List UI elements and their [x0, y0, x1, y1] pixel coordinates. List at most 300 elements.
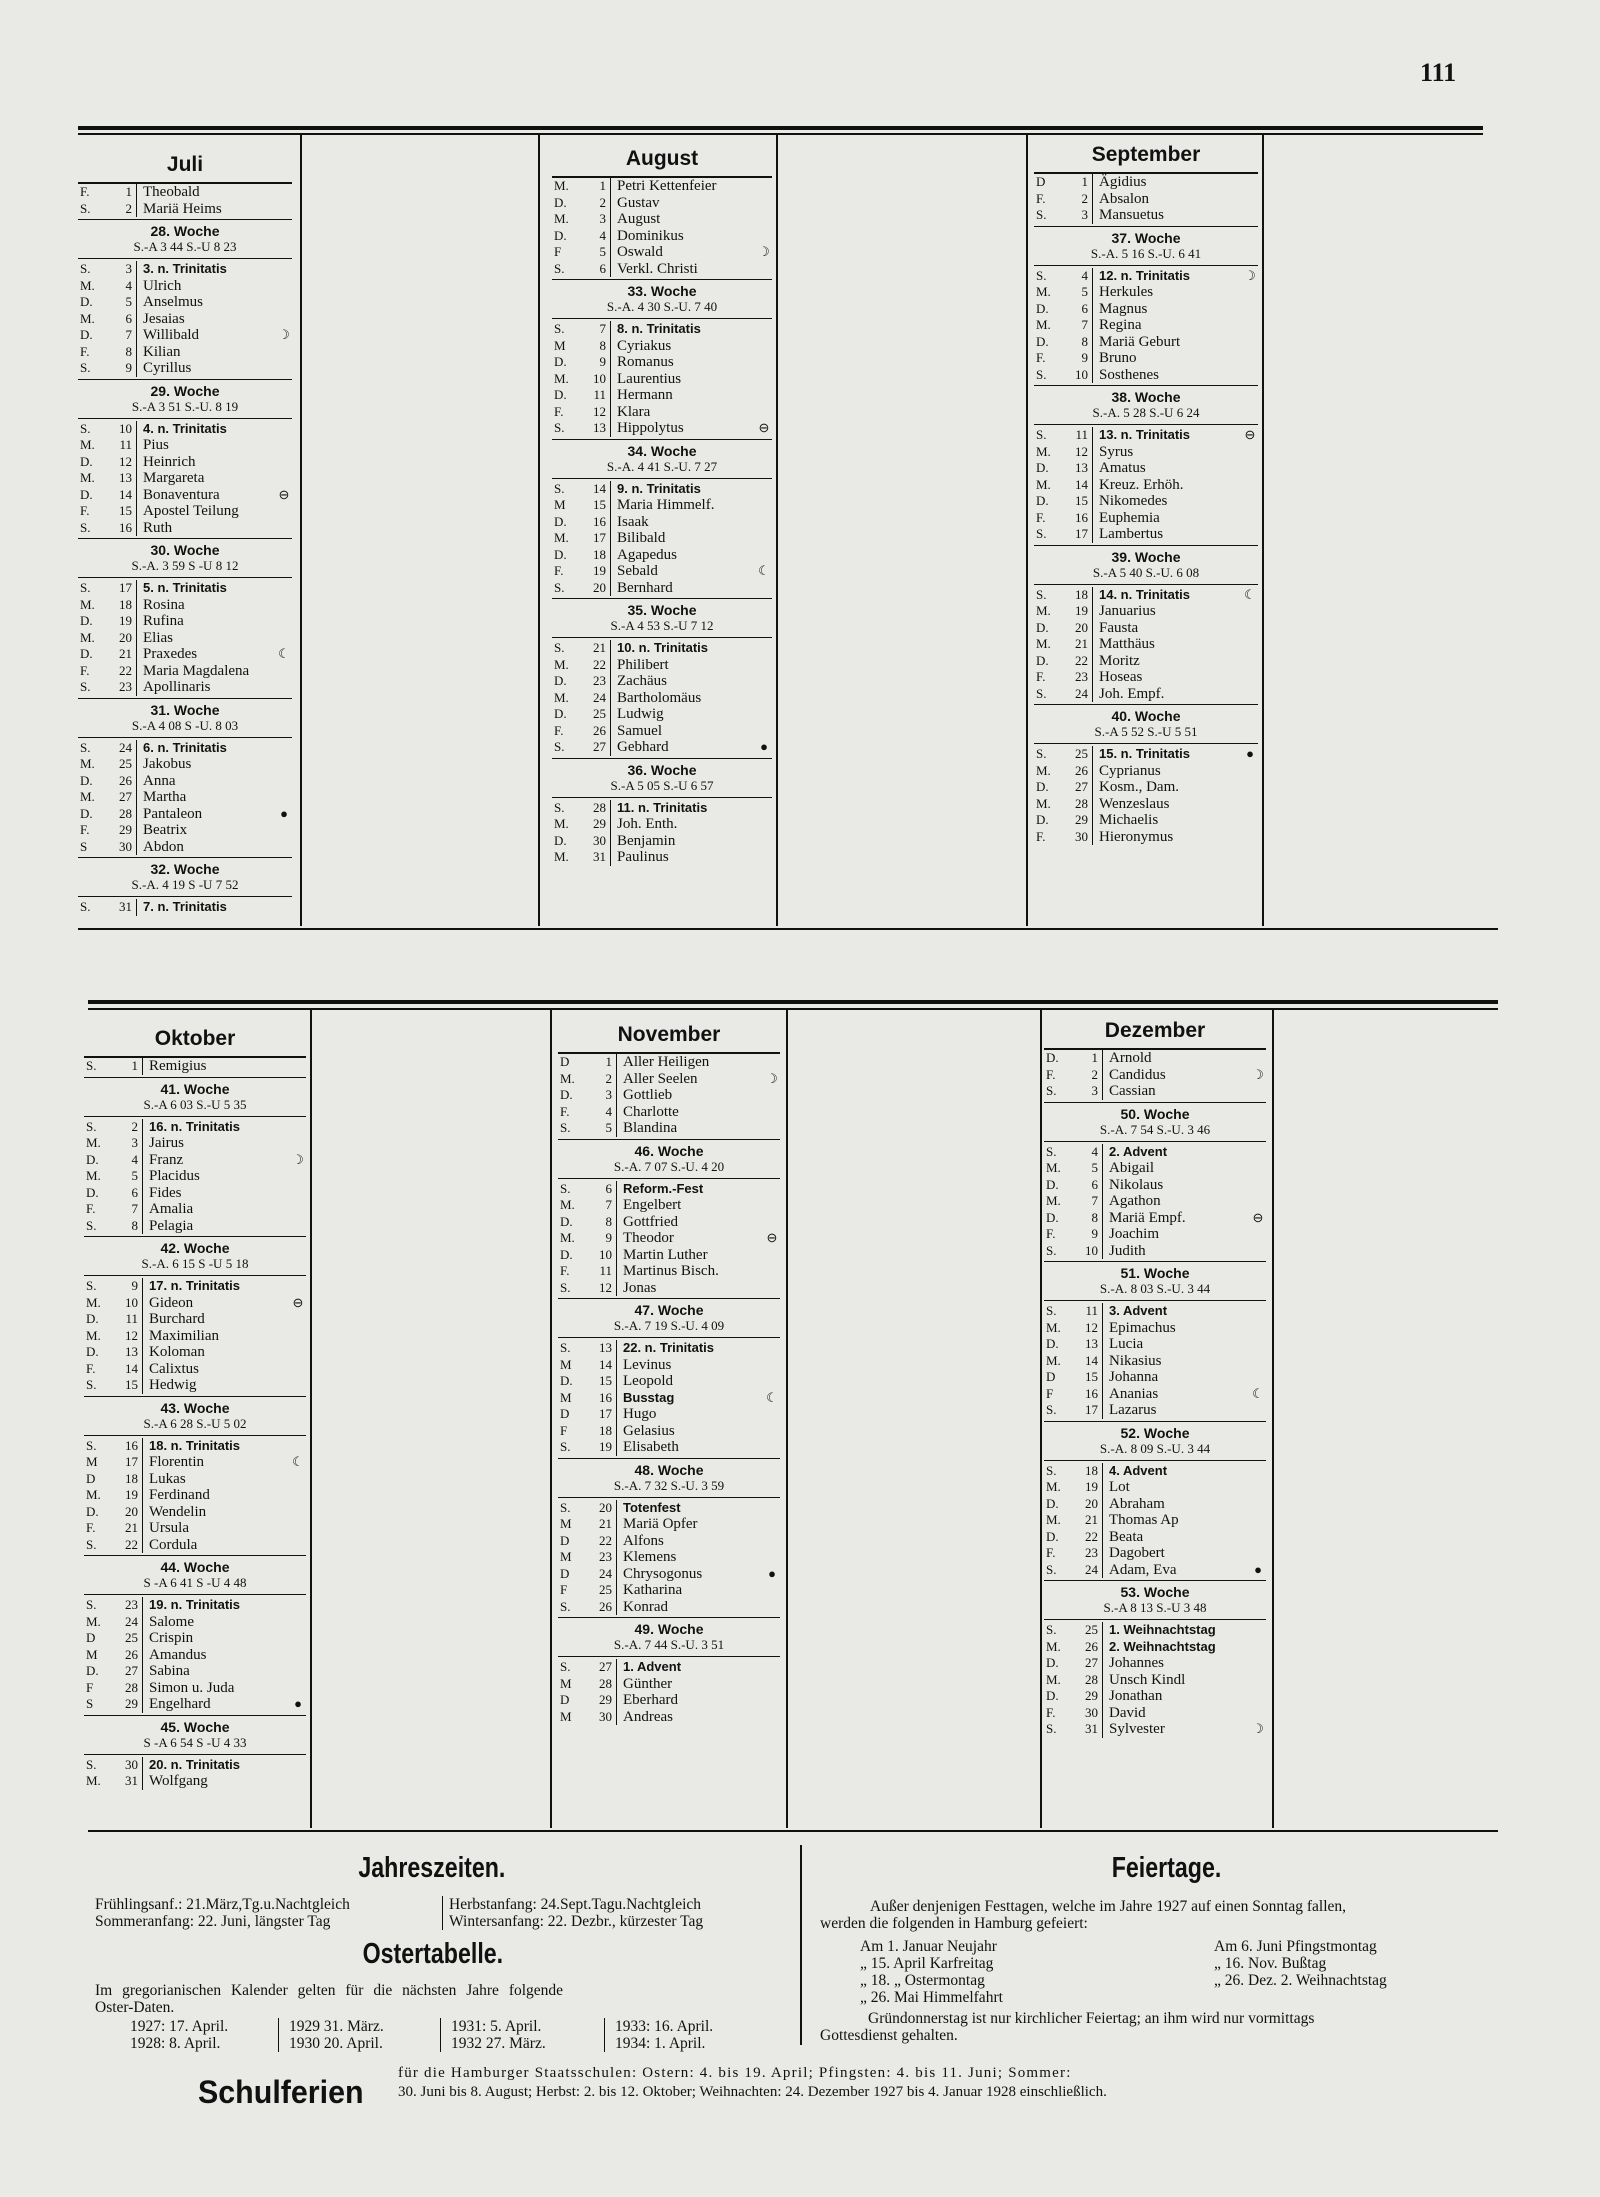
name-day: Wolfgang [149, 1773, 208, 1789]
name-day: Elisabeth [623, 1439, 679, 1455]
sunrise-sunset: S.-A 3 51 S.-U. 8 19 [131, 398, 239, 414]
day-row [552, 420, 772, 437]
day-row [1034, 367, 1258, 384]
month-title: November [558, 1018, 780, 1054]
weekday-abbr: F. [1046, 1066, 1056, 1082]
name-day: Nikomedes [1099, 493, 1168, 509]
name-day: Gottfried [623, 1213, 678, 1230]
weekday-abbr: M. [80, 789, 95, 804]
schulferien-title: Schulferien [198, 2074, 364, 2110]
sunrise-sunset: S.-A. 7 07 S.-U. 4 20 [613, 1158, 725, 1174]
moon-phase-icon: ☽ [278, 327, 290, 342]
middle-rule-2-thin [88, 1008, 1498, 1010]
name-day: Gebhard [617, 739, 669, 755]
sunrise-sunset: S.-A. 5 16 S.-U. 6 41 [1090, 245, 1202, 261]
week-block [1034, 545, 1258, 585]
day-number: 28 [1078, 1672, 1103, 1689]
name-day: 9. n. Trinitatis [617, 480, 701, 496]
moon-phase-icon: ☽ [766, 1070, 778, 1086]
name-day: Anna [143, 772, 176, 789]
weekday-abbr: M. [86, 1135, 101, 1150]
week-block [1044, 1261, 1266, 1301]
section-divider [800, 1845, 802, 2045]
weekday-abbr: F. [1036, 828, 1046, 844]
week-block [558, 1139, 780, 1179]
moon-phase-icon: ⊖ [1244, 427, 1256, 442]
name-day: Pius [143, 437, 169, 453]
week-label: 32. Woche [150, 861, 220, 877]
weekday-abbr: D [560, 1565, 570, 1581]
weekday-abbr: D [86, 1630, 96, 1645]
day-row [1044, 1226, 1266, 1243]
day-number: 21 [112, 646, 137, 663]
weekday-abbr: M. [80, 277, 95, 293]
day-number: 20 [1068, 620, 1093, 637]
name-day: Arnold [1109, 1050, 1152, 1066]
day-number: 26 [118, 1647, 143, 1664]
name-day: Lukas [149, 1470, 186, 1487]
day-number: 11 [118, 1311, 143, 1328]
day-number: 5 [1078, 1160, 1103, 1177]
day-row [1034, 603, 1258, 620]
day-number: 15 [1068, 493, 1093, 510]
weekday-abbr: M [560, 1356, 572, 1372]
weekday-abbr: S. [554, 420, 565, 435]
day-number: 1 [1068, 174, 1093, 191]
day-number: 28 [112, 806, 137, 823]
weekday-abbr: D. [1036, 300, 1049, 316]
sunrise-sunset: S.-A. 7 32 S.-U. 3 59 [613, 1477, 725, 1493]
weekday-abbr: S. [86, 1756, 97, 1772]
name-day: 16. n. Trinitatis [149, 1118, 241, 1134]
weekday-abbr: S. [80, 519, 91, 535]
day-number: 15 [112, 503, 137, 520]
weekday-abbr: S. [1036, 427, 1047, 442]
day-number: 17 [112, 580, 137, 597]
weekday-abbr: M [86, 1646, 98, 1662]
day-row [1044, 1193, 1266, 1210]
day-number: 10 [1078, 1243, 1103, 1260]
day-row [558, 1197, 780, 1214]
day-number: 29 [1068, 812, 1093, 829]
weekday-abbr: M. [1046, 1193, 1061, 1208]
name-day: Regina [1099, 317, 1142, 333]
day-row [552, 514, 772, 531]
day-row [1034, 763, 1258, 780]
day-row [1034, 317, 1258, 334]
day-number: 23 [586, 673, 611, 690]
weekday-abbr: F. [554, 722, 564, 738]
day-number: 7 [112, 327, 137, 344]
moon-phase-icon: ☾ [292, 1454, 304, 1469]
day-row [84, 1058, 306, 1075]
day-number: 4 [112, 278, 137, 295]
day-number: 25 [1068, 746, 1093, 763]
name-day: Blandina [623, 1120, 678, 1136]
weekday-abbr: D. [1046, 1688, 1059, 1703]
name-day: Judith [1109, 1242, 1146, 1259]
weekday-abbr: D. [554, 673, 567, 688]
day-row [1034, 653, 1258, 670]
moon-phase-icon: ● [768, 1565, 776, 1581]
day-row [1034, 796, 1258, 813]
weekday-abbr: M [554, 497, 566, 512]
week-label: 49. Woche [634, 1621, 704, 1637]
name-day: Cyprianus [1099, 762, 1161, 779]
name-day: Margareta [143, 470, 205, 486]
weekday-abbr: D. [560, 1373, 573, 1388]
weekday-abbr: M. [554, 816, 569, 831]
name-day: Jairus [149, 1135, 184, 1151]
day-number: 6 [118, 1185, 143, 1202]
name-day: Aller Seelen [623, 1070, 698, 1087]
name-day: Joh. Empf. [1099, 685, 1165, 702]
day-row [552, 849, 772, 866]
day-number: 26 [586, 723, 611, 740]
day-row [84, 1471, 306, 1488]
weekday-abbr: S. [554, 321, 565, 336]
name-day: Günther [623, 1675, 673, 1692]
day-row [84, 1328, 306, 1345]
day-row [1034, 350, 1258, 367]
weekday-abbr: D. [86, 1184, 99, 1200]
day-row [552, 481, 772, 498]
day-number: 8 [592, 1214, 617, 1231]
weekday-abbr: S. [560, 1180, 571, 1196]
week-label: 40. Woche [1111, 708, 1181, 724]
day-row [558, 1373, 780, 1390]
name-day: Lucia [1109, 1336, 1144, 1352]
day-row [84, 1201, 306, 1218]
name-day: Mariä Opfer [623, 1516, 698, 1532]
name-day: Florentin [149, 1454, 204, 1470]
day-number: 22 [592, 1533, 617, 1550]
name-day: 15. n. Trinitatis [1099, 746, 1191, 761]
moon-phase-icon: ⊖ [292, 1294, 304, 1310]
sunrise-sunset: S.-A. 4 41 S.-U. 7 27 [606, 458, 718, 474]
day-number: 8 [118, 1218, 143, 1235]
day-number: 11 [586, 387, 611, 404]
name-day: 13. n. Trinitatis [1099, 427, 1191, 442]
weekday-abbr: D. [80, 805, 93, 821]
day-number: 26 [592, 1599, 617, 1616]
name-day: Bruno [1099, 350, 1137, 366]
name-day: Charlotte [623, 1103, 679, 1120]
weekday-abbr: M. [1036, 762, 1051, 778]
weekday-abbr: M [560, 1675, 572, 1691]
name-day: Lambertus [1099, 526, 1164, 542]
day-number: 27 [592, 1659, 617, 1676]
sunrise-sunset: S.-A 8 13 S.-U 3 48 [1103, 1600, 1207, 1615]
weekday-abbr: S. [1036, 267, 1047, 283]
weekday-abbr: D [560, 1532, 570, 1548]
column-divider [1272, 1010, 1274, 1828]
weekday-abbr: M. [1046, 1512, 1061, 1527]
day-row [1044, 1336, 1266, 1353]
day-number: 22 [1078, 1529, 1103, 1546]
day-number: 9 [586, 354, 611, 371]
sunrise-sunset: S.-A. 7 44 S.-U. 3 51 [613, 1637, 725, 1652]
day-row [1034, 636, 1258, 653]
weekday-abbr: M. [560, 1230, 575, 1245]
day-row [558, 1214, 780, 1231]
name-day: Agapedus [617, 546, 677, 563]
day-row [78, 327, 292, 344]
day-number: 23 [1078, 1545, 1103, 1562]
weekday-abbr: M. [1036, 476, 1051, 492]
day-row [552, 530, 772, 547]
name-day: Gelasius [623, 1422, 675, 1439]
day-number: 28 [586, 800, 611, 817]
day-number: 27 [586, 739, 611, 756]
day-row [1034, 620, 1258, 637]
day-number: 18 [586, 547, 611, 564]
schulferien-text [398, 2064, 1107, 2102]
feiertage-right: Am 6. Juni Pfingstmontag „ 16. Nov. Bußtag „ 26. Dez. 2. Weihnachtstag [1214, 1938, 1387, 1989]
name-day: Franz [149, 1151, 184, 1168]
day-row [558, 1071, 780, 1088]
day-number: 25 [1078, 1622, 1103, 1639]
weekday-abbr: S. [86, 1536, 97, 1552]
day-number: 2 [112, 201, 137, 218]
name-day: Theobald [143, 184, 200, 200]
day-row [552, 547, 772, 564]
week-label: 50. Woche [1120, 1105, 1190, 1122]
name-day: Joh. Enth. [617, 816, 678, 832]
weekday-abbr: M. [86, 1168, 101, 1183]
name-day: Joachim [1109, 1226, 1159, 1242]
weekday-abbr: S. [86, 1377, 97, 1392]
day-row [1044, 1639, 1266, 1656]
weekday-abbr: D [86, 1470, 96, 1486]
weekday-abbr: F. [1046, 1226, 1056, 1241]
name-day: Adam, Eva [1109, 1561, 1177, 1578]
day-row [78, 806, 292, 823]
name-day: Cassian [1109, 1083, 1156, 1099]
name-day: Gottlieb [623, 1087, 673, 1103]
day-row [1044, 1721, 1266, 1738]
day-row [1044, 1562, 1266, 1579]
column-divider [1040, 1010, 1042, 1828]
day-row [84, 1454, 306, 1471]
week-label: 30. Woche [150, 542, 220, 558]
sunrise-sunset: S.-A. 6 15 S -U 5 18 [141, 1256, 249, 1271]
weekday-abbr: S. [86, 1217, 97, 1233]
moon-phase-icon: ⊖ [1252, 1209, 1264, 1225]
weekday-abbr: M. [1046, 1638, 1061, 1654]
weekday-abbr: S. [1036, 685, 1047, 701]
name-day: 4. n. Trinitatis [143, 420, 227, 436]
week-block [558, 1298, 780, 1338]
day-number: 27 [1078, 1655, 1103, 1672]
weekday-abbr: D. [86, 1344, 99, 1359]
name-day: Apollinaris [143, 679, 211, 695]
day-number: 2 [118, 1119, 143, 1136]
day-row [552, 580, 772, 597]
day-number: 31 [118, 1773, 143, 1790]
weekday-abbr: F. [1036, 350, 1046, 365]
top-rule [78, 126, 1483, 130]
weekday-abbr: S. [560, 1120, 571, 1135]
day-row [1044, 1512, 1266, 1529]
week-label: 47. Woche [634, 1302, 704, 1318]
name-day: 6. n. Trinitatis [143, 739, 227, 755]
day-row [1034, 334, 1258, 351]
name-day: Abraham [1109, 1495, 1165, 1512]
weekday-abbr: S. [1036, 586, 1047, 602]
weekday-abbr: D [560, 1692, 570, 1707]
weekday-abbr: D [1046, 1369, 1056, 1384]
day-row [1044, 1655, 1266, 1672]
day-number: 26 [1068, 763, 1093, 780]
day-row [78, 261, 292, 278]
weekday-abbr: M [560, 1549, 572, 1564]
name-day: Laurentius [617, 370, 682, 387]
name-day: Beata [1109, 1528, 1144, 1545]
name-day: Sosthenes [1099, 366, 1159, 383]
day-row [1044, 1622, 1266, 1639]
day-number: 5 [112, 294, 137, 311]
weekday-abbr: S. [1046, 1561, 1057, 1577]
name-day: 1. Weihnachtstag [1109, 1622, 1216, 1637]
weekday-abbr: M. [1046, 1352, 1061, 1368]
sunrise-sunset: S.-A. 7 19 S.-U. 4 09 [613, 1318, 725, 1333]
weekday-abbr: D. [1036, 652, 1049, 668]
weekday-abbr: D. [80, 772, 93, 788]
day-row [1044, 1243, 1266, 1260]
month-title: Oktober [84, 1022, 306, 1058]
name-day: Engelbert [623, 1197, 682, 1213]
name-day: Nikasius [1109, 1352, 1162, 1369]
week-label: 34. Woche [627, 442, 697, 459]
moon-phase-icon: ☾ [1244, 586, 1256, 602]
day-number: 24 [592, 1566, 617, 1583]
day-row [84, 1773, 306, 1790]
name-day: Candidus [1109, 1066, 1166, 1083]
day-row [1044, 1144, 1266, 1161]
day-row [1044, 1496, 1266, 1513]
weekday-abbr: D. [80, 613, 93, 628]
day-number: 14 [1078, 1353, 1103, 1370]
month-title: August [552, 142, 772, 178]
day-number: 15 [118, 1377, 143, 1394]
name-day: Philibert [617, 656, 669, 673]
name-day: Cordula [149, 1536, 198, 1553]
weekday-abbr: F. [560, 1263, 570, 1278]
day-row [552, 563, 772, 580]
day-number: 1 [586, 178, 611, 195]
day-row [78, 201, 292, 218]
name-day: Heinrich [143, 453, 196, 470]
name-day: Ananias [1109, 1385, 1159, 1402]
day-row [84, 1218, 306, 1235]
moon-phase-icon: ☽ [1252, 1066, 1264, 1082]
day-number: 18 [118, 1471, 143, 1488]
name-day: Abdon [143, 838, 184, 855]
name-day: Wenzeslaus [1099, 795, 1170, 812]
day-number: 16 [586, 514, 611, 531]
day-row [78, 487, 292, 504]
day-number: 4 [1078, 1144, 1103, 1161]
sunrise-sunset: S.-A. 4 30 S.-U. 7 40 [606, 299, 718, 314]
day-number: 2 [592, 1071, 617, 1088]
name-day: 12. n. Trinitatis [1099, 267, 1191, 283]
day-number: 20 [586, 580, 611, 597]
weekday-abbr: D. [86, 1311, 99, 1326]
day-row [78, 278, 292, 295]
weekday-abbr: F [86, 1679, 94, 1695]
name-day: Ludwig [617, 706, 664, 722]
name-day: Thomas Ap [1109, 1512, 1179, 1528]
sunrise-sunset: S.-A. 4 19 S -U 7 52 [131, 877, 239, 892]
weekday-abbr: M. [1036, 443, 1051, 459]
day-number: 1 [592, 1054, 617, 1071]
day-number: 18 [1078, 1463, 1103, 1480]
name-day: Jakobus [143, 756, 192, 772]
name-day: Theodor [623, 1230, 674, 1246]
weekday-abbr: F. [1036, 190, 1046, 206]
name-day: Oswald [617, 244, 663, 260]
day-number: 16 [118, 1438, 143, 1455]
day-number: 23 [118, 1597, 143, 1614]
week-block [1034, 385, 1258, 425]
day-row [84, 1168, 306, 1185]
day-number: 27 [118, 1663, 143, 1680]
moon-phase-icon: ☾ [278, 646, 290, 661]
name-day: 2. Advent [1109, 1143, 1168, 1159]
weekday-abbr: S. [554, 480, 565, 496]
week-label: 37. Woche [1111, 229, 1181, 246]
name-day: Abigail [1109, 1160, 1154, 1176]
column-divider [1026, 134, 1028, 926]
day-row [558, 1599, 780, 1616]
name-day: Ursula [149, 1520, 189, 1536]
day-row [1034, 829, 1258, 846]
weekday-abbr: S. [560, 1598, 571, 1614]
day-number: 12 [1078, 1320, 1103, 1337]
day-row [84, 1614, 306, 1631]
day-row [78, 839, 292, 856]
day-row [84, 1663, 306, 1680]
weekday-abbr: S. [560, 1340, 571, 1355]
name-day: 4. Advent [1109, 1462, 1168, 1478]
weekday-abbr: S. [1046, 1303, 1057, 1318]
week-block [84, 1077, 306, 1117]
day-row [552, 739, 772, 756]
moon-phase-icon: ☽ [1244, 267, 1256, 283]
sunrise-sunset: S.-A. 3 59 S -U 8 12 [131, 558, 239, 573]
weekday-abbr: M. [554, 370, 569, 386]
weekday-abbr: D. [1046, 1176, 1059, 1192]
day-row [78, 679, 292, 696]
day-row [558, 1692, 780, 1709]
week-label: 45. Woche [160, 1718, 230, 1735]
name-day: Samuel [617, 722, 662, 739]
day-row [1034, 686, 1258, 703]
moon-phase-icon: ⊖ [278, 486, 290, 502]
weekday-abbr: S. [80, 739, 91, 755]
oster-col: 1931: 5. April. 1932 27. März. [440, 2018, 546, 2052]
day-row [84, 1152, 306, 1169]
name-day: Martha [143, 789, 187, 805]
weekday-abbr: F. [1046, 1545, 1056, 1560]
day-number: 8 [1068, 334, 1093, 351]
day-number: 25 [118, 1630, 143, 1647]
week-label: 33. Woche [627, 283, 697, 299]
weekday-abbr: D. [554, 194, 567, 210]
week-block [552, 279, 772, 319]
week-label: 41. Woche [160, 1080, 230, 1097]
